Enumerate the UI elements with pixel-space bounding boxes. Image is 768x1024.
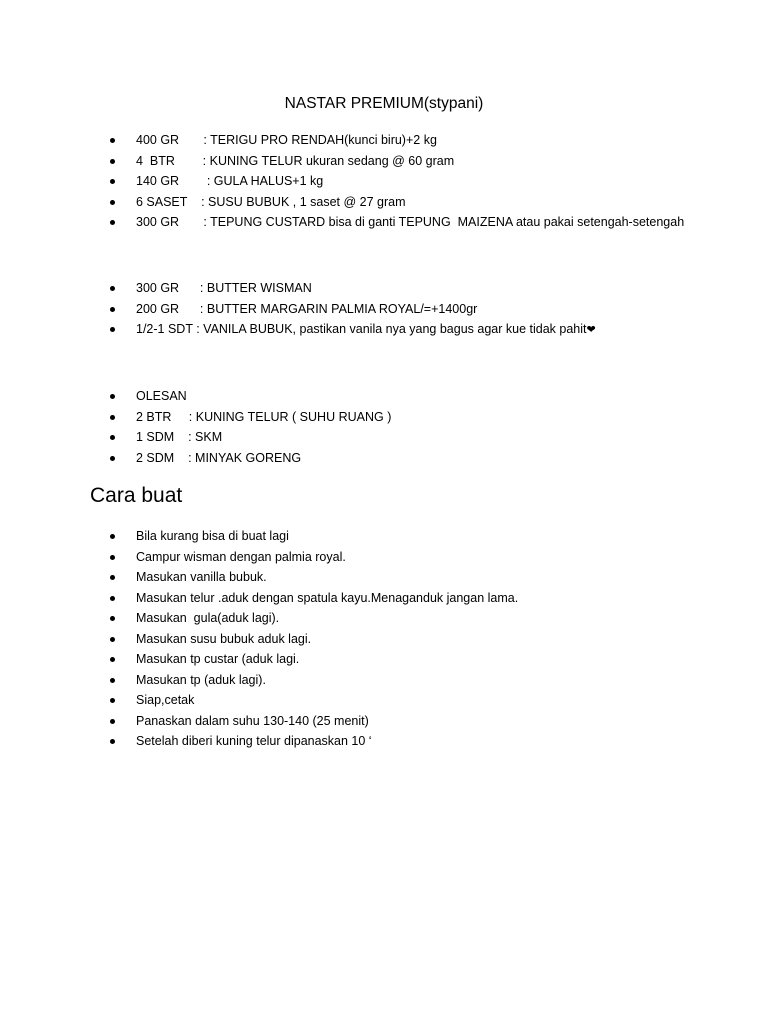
step-text: Panaskan dalam suhu 130-140 (25 menit) bbox=[136, 713, 369, 728]
bullet-icon bbox=[110, 456, 115, 461]
olesan-text: OLESAN bbox=[136, 389, 187, 403]
bullet-icon bbox=[110, 138, 115, 143]
step-text: Siap,cetak bbox=[136, 693, 195, 707]
ingredient-item bbox=[108, 151, 684, 172]
step-text: Setelah diberi kuning telur dipanaskan 10 ‘ bbox=[136, 734, 372, 748]
step-text: Bila kurang bisa di buat lagi bbox=[136, 529, 289, 543]
ingredient-item bbox=[108, 130, 684, 151]
step-text: Masukan tp custar (aduk lagi. bbox=[136, 652, 300, 666]
olesan-item bbox=[108, 386, 391, 407]
bullet-icon bbox=[110, 616, 115, 621]
bullet-icon bbox=[110, 637, 115, 642]
bullet-icon bbox=[110, 698, 115, 703]
butter-item bbox=[108, 319, 596, 340]
step-item bbox=[108, 629, 518, 650]
step-text: Masukan gula(aduk lagi). bbox=[136, 611, 280, 625]
butter-item bbox=[108, 278, 596, 299]
ingredient-list bbox=[108, 130, 684, 233]
bullet-icon bbox=[110, 179, 115, 184]
step-text: Masukan susu bubuk aduk lagi. bbox=[136, 631, 312, 646]
ingredient-text: 300 GR : TEPUNG CUSTARD bisa di ganti TEPUNG MAIZENA atau pakai setengah-setengah bbox=[136, 215, 685, 229]
step-item bbox=[108, 649, 518, 670]
olesan-text: 2 BTR : KUNING TELUR ( SUHU RUANG ) bbox=[136, 409, 392, 424]
ingredient-text: 400 GR : TERIGU PRO RENDAH(kunci biru)+2 kg bbox=[136, 133, 437, 147]
bullet-icon bbox=[110, 435, 115, 440]
step-item bbox=[108, 690, 518, 711]
step-item bbox=[108, 547, 518, 568]
method-heading: Cara buat bbox=[90, 484, 183, 507]
butter-item bbox=[108, 299, 596, 320]
olesan-item bbox=[108, 407, 391, 428]
bullet-icon bbox=[110, 555, 115, 560]
olesan-list bbox=[108, 386, 391, 468]
step-text: Campur wisman dengan palmia royal. bbox=[136, 549, 346, 564]
bullet-icon bbox=[110, 415, 115, 420]
step-item bbox=[108, 670, 518, 691]
bullet-icon bbox=[110, 534, 115, 539]
olesan-text: 1 SDM : SKM bbox=[136, 430, 223, 444]
step-item bbox=[108, 526, 518, 547]
bullet-icon bbox=[110, 307, 115, 312]
butter-list bbox=[108, 278, 596, 340]
ingredient-item bbox=[108, 212, 684, 233]
bullet-icon bbox=[110, 719, 115, 724]
step-text: Masukan vanilla bubuk. bbox=[136, 570, 267, 584]
olesan-item bbox=[108, 427, 391, 448]
steps-list bbox=[108, 526, 518, 752]
butter-text: 1/2-1 SDT : VANILA BUBUK, pastikan vanila nya yang bagus agar kue tidak pahit bbox=[136, 322, 587, 336]
ingredient-item bbox=[108, 171, 684, 192]
bullet-icon bbox=[110, 596, 115, 601]
recipe-title: NASTAR PREMIUM(stypani) bbox=[284, 95, 484, 112]
ingredient-text: 4 BTR : KUNING TELUR ukuran sedang @ 60 gram bbox=[136, 153, 455, 168]
olesan-text: 2 SDM : MINYAK GORENG bbox=[136, 450, 302, 465]
butter-text: 300 GR : BUTTER WISMAN bbox=[136, 281, 312, 295]
bullet-icon bbox=[110, 394, 115, 399]
heart-icon: ❤ bbox=[586, 324, 596, 336]
olesan-item bbox=[108, 448, 391, 469]
butter-text: 200 GR : BUTTER MARGARIN PALMIA ROYAL/=+1400gr bbox=[136, 301, 478, 316]
step-item bbox=[108, 731, 518, 752]
bullet-icon bbox=[110, 159, 115, 164]
bullet-icon bbox=[110, 657, 115, 662]
step-item bbox=[108, 588, 518, 609]
ingredient-item bbox=[108, 192, 684, 213]
bullet-icon bbox=[110, 678, 115, 683]
step-item bbox=[108, 608, 518, 629]
bullet-icon bbox=[110, 575, 115, 580]
step-item bbox=[108, 711, 518, 732]
bullet-icon bbox=[110, 200, 115, 205]
bullet-icon bbox=[110, 286, 115, 291]
bullet-icon bbox=[110, 739, 115, 744]
ingredient-text: 6 SASET : SUSU BUBUK , 1 saset @ 27 gram bbox=[136, 194, 406, 209]
step-text: Masukan telur .aduk dengan spatula kayu.Menaganduk jangan lama. bbox=[136, 590, 519, 605]
step-text: Masukan tp (aduk lagi). bbox=[136, 672, 266, 687]
bullet-icon bbox=[110, 220, 115, 225]
step-item bbox=[108, 567, 518, 588]
bullet-icon bbox=[110, 327, 115, 332]
ingredient-text: 140 GR : GULA HALUS+1 kg bbox=[136, 174, 324, 188]
